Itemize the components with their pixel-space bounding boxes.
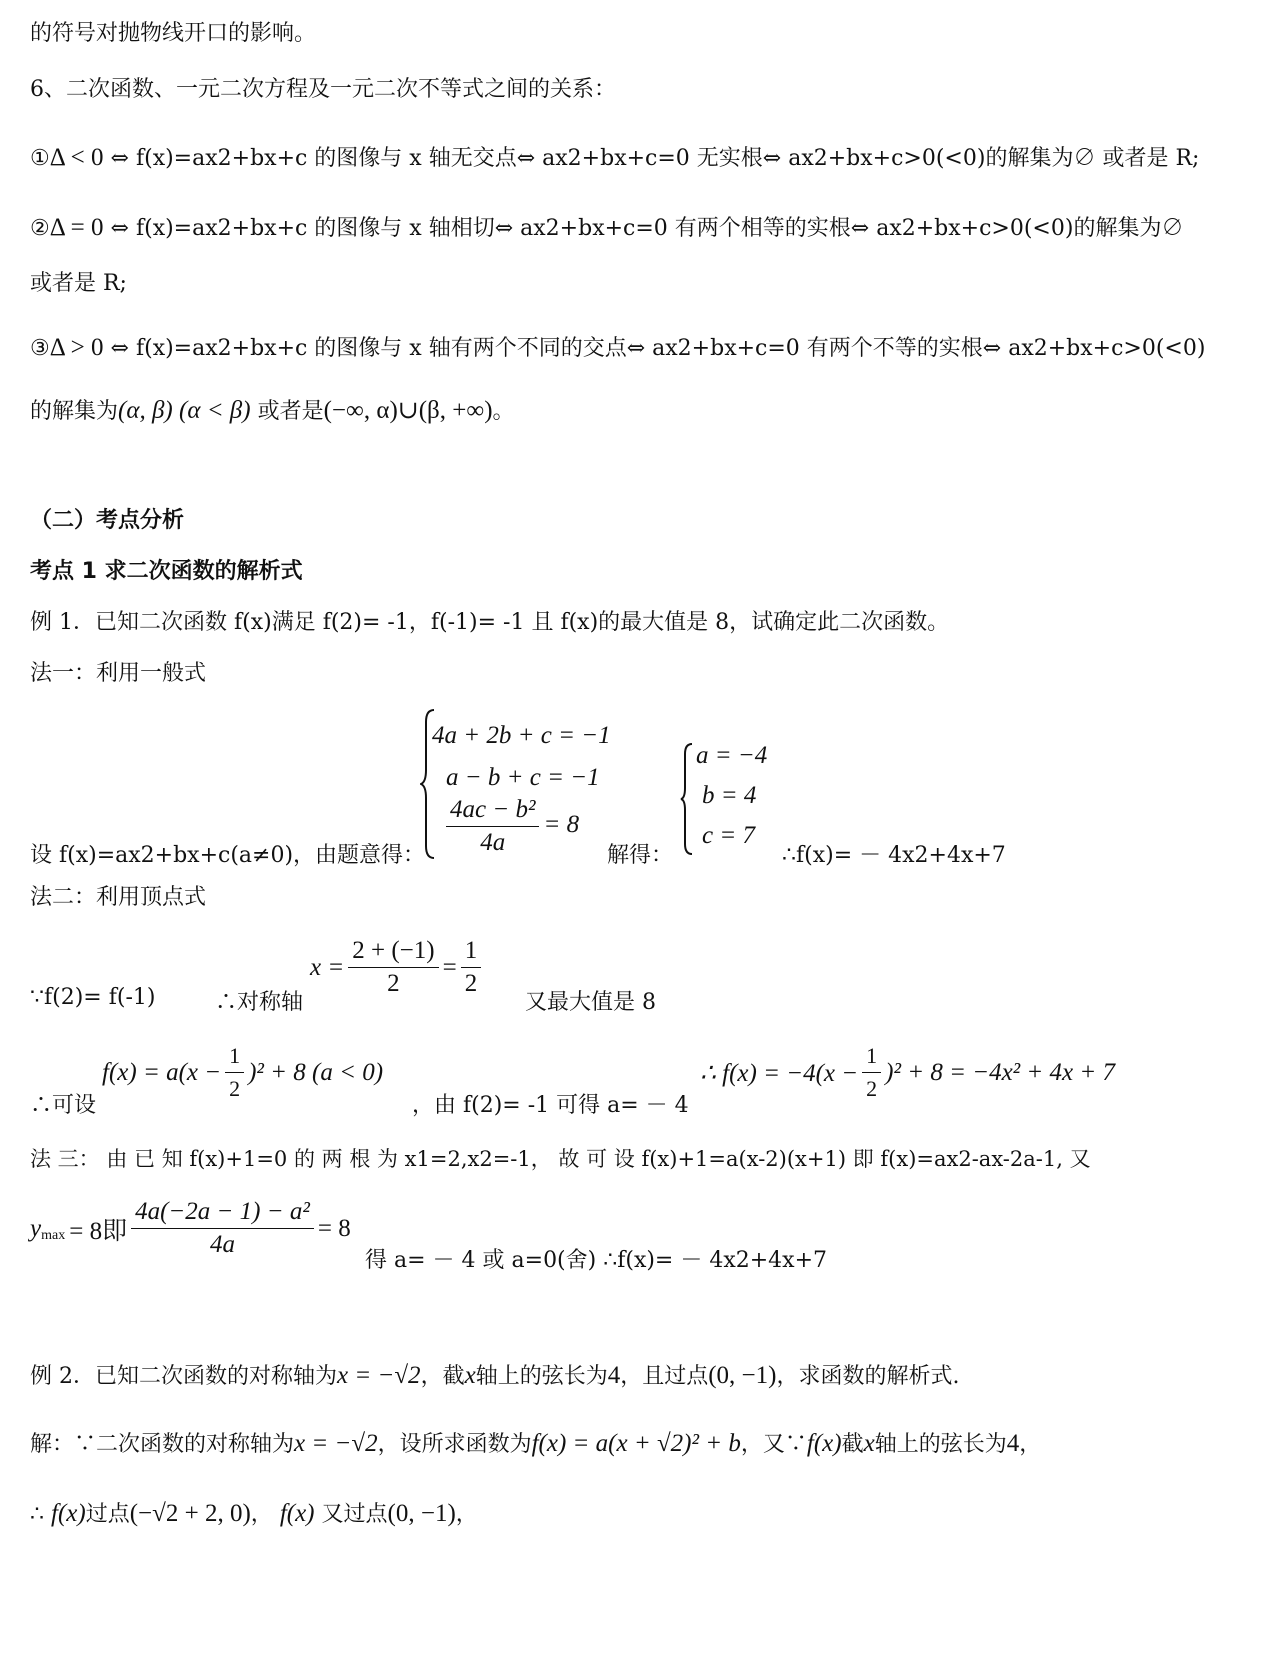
vertex-form-left: f(x) = a(x − [102, 1058, 222, 1086]
solution-function: f(x) = a(x + √2)² + b [531, 1430, 741, 1457]
comma: ， [250, 1502, 273, 1527]
empty-set-symbol: ∅ [1073, 146, 1096, 171]
solution-text-5: 轴上的弦长为 [874, 1432, 1007, 1457]
empty-set-symbol: ∅ [1161, 216, 1184, 241]
method-2-given: ∵f(2)= f(-1) [30, 985, 156, 1010]
solution-fx: f(x) [806, 1430, 842, 1457]
case-3-delta: Δ > 0 [49, 334, 104, 361]
also-passes-through-label: 又过点 [321, 1502, 388, 1527]
case-1-delta: Δ < 0 [49, 144, 104, 171]
solution-b: b = 4 [702, 782, 757, 809]
method-2-result [700, 1040, 1115, 1105]
method-3-result: 得 a= － 4 或 a=0(舍) ∴f(x)= － 4x2+4x+7 [365, 1248, 828, 1273]
solution-text-2: ，设所求函数为 [377, 1432, 532, 1457]
solution-text-1: 解：∵二次函数的对称轴为 [30, 1432, 295, 1457]
equation-3 [442, 794, 579, 859]
equiv-symbol: ⇔ [516, 146, 536, 171]
axis-equals: = [442, 953, 457, 981]
topic-heading: 考点 1 求二次函数的解析式 [30, 559, 303, 584]
equiv-symbol: ⇔ [110, 336, 129, 361]
axis-half-numerator: 1 [461, 935, 482, 968]
example-2-axis: x = −√2 [337, 1362, 421, 1389]
text-line-1: 的符号对抛物线开口的影响。 [30, 21, 317, 46]
comma: ， [455, 1502, 478, 1527]
case-2-text-2: ax2+bx+c=0 有两个相等的实根 [520, 216, 851, 241]
example-2-text-5: ，求函数的解析式. [776, 1364, 960, 1389]
ymax-equals: = 8即 [69, 1217, 128, 1245]
example-2-x: x [464, 1362, 476, 1389]
result-right: )² + 8 = −4x² + 4x + 7 [885, 1058, 1115, 1086]
case-3-union: (−∞, α)∪(β, +∞) [323, 397, 493, 424]
example-2-text-4: ，且过点 [620, 1364, 709, 1389]
vertex-form-assumption [102, 1040, 383, 1105]
case-2-text-1: f(x)=ax2+bx+c 的图像与 x 轴相切 [135, 216, 495, 241]
therefore-symbol: ∴ [30, 1502, 44, 1527]
case-2-delta: Δ = 0 [49, 214, 104, 241]
example-2-text-1: 例 2．已知二次函数的对称轴为 [30, 1364, 337, 1389]
case-3-number: ③ [30, 336, 50, 361]
solution-axis: x = −√2 [294, 1430, 378, 1457]
solution-line-2 [30, 1498, 478, 1531]
case-2-continuation: 或者是 R; [30, 271, 127, 296]
case-2-text-3: ax2+bx+c>0(<0)的解集为 [876, 216, 1162, 241]
method-3-line: 法 三： 由 已 知 f(x)+1=0 的 两 根 为 x1=2,x2=-1， 故 可 设 f(x)+1=a(x-2)(x+1) 即 f(x)=ax2-ax-2a-1, 又 [30, 1147, 1091, 1171]
method-1-lead: 设 f(x)=ax2+bx+c(a≠0)，由题意得： [30, 843, 426, 868]
example-2-text-3: 轴上的弦长为 [475, 1364, 608, 1389]
axis-equation [310, 935, 485, 1000]
equiv-symbol: ⇔ [850, 216, 870, 241]
case-1-text-1: f(x)=ax2+bx+c 的图像与 x 轴无交点 [135, 146, 517, 171]
section-heading: （二）考点分析 [30, 508, 185, 533]
vertex-form-right: )² + 8 (a < 0) [248, 1058, 384, 1086]
left-brace-icon [680, 742, 694, 856]
solution-fx: f(x) [279, 1500, 315, 1527]
case-3-solution-label: 的解集为 [30, 399, 119, 424]
solution-text-3: ，又∵ [740, 1432, 807, 1457]
equation-1: 4a + 2b + c = −1 [432, 722, 611, 749]
method-3-numerator: 4a(−2a − 1) − a² [131, 1196, 314, 1229]
method-2-max: 又最大值是 8 [525, 990, 656, 1015]
method-2-axis-label: ∴对称轴 [215, 990, 304, 1015]
example-2-point: (0, −1) [708, 1362, 777, 1389]
solution-chord: 4 [1006, 1430, 1020, 1457]
example-2-statement [30, 1360, 959, 1393]
case-3-or: 或者是 [257, 399, 324, 424]
axis-half-denominator: 2 [464, 970, 478, 997]
result-half-denominator: 2 [866, 1076, 878, 1101]
solution-x: x [863, 1430, 875, 1457]
equiv-symbol: ⇔ [762, 146, 782, 171]
ymax-subscript: max [41, 1227, 66, 1243]
method-3-denominator: 4a [209, 1231, 235, 1258]
solution-c: c = 7 [702, 822, 755, 849]
method-3-equals: = 8 [317, 1214, 351, 1242]
case-2-number: ② [30, 216, 50, 241]
example-2-chord: 4 [607, 1362, 621, 1389]
case-2 [30, 212, 1183, 245]
equiv-symbol: ⇔ [110, 216, 129, 241]
ymax-symbol: y [30, 1214, 42, 1242]
method-2-by-condition: ，由 f(2)= -1 可得 a= － 4 [412, 1093, 689, 1118]
axis-denominator: 2 [387, 970, 400, 997]
solution-text-6: ， [1019, 1432, 1042, 1457]
equation-3-rhs: = 8 [543, 811, 580, 839]
equiv-symbol: ⇔ [494, 216, 514, 241]
axis-x: x = [310, 953, 345, 981]
method-3-equation [30, 1196, 351, 1261]
vertex-half-denominator: 2 [229, 1076, 241, 1101]
text-line-2: 6、二次函数、一元二次方程及一元二次不等式之间的关系： [30, 77, 616, 102]
case-1-text-4: 或者是 R; [1102, 146, 1200, 171]
solution-line-1 [30, 1428, 1041, 1461]
method-2-title: 法二：利用顶点式 [30, 885, 207, 910]
passes-through-label: 过点 [85, 1502, 130, 1527]
vertex-half-numerator: 1 [225, 1040, 244, 1073]
case-1-number: ① [30, 146, 50, 171]
case-1 [30, 142, 1199, 175]
equiv-symbol: ⇔ [626, 336, 646, 361]
equation-3-numerator: 4ac − b² [446, 794, 539, 827]
case-3-end: 。 [492, 399, 515, 424]
equiv-symbol: ⇔ [110, 146, 129, 171]
solution-a: a = −4 [696, 742, 768, 769]
result-half-numerator: 1 [862, 1040, 881, 1073]
method-1-result: ∴f(x)= － 4x2+4x+7 [782, 843, 1006, 868]
case-3-text-1: f(x)=ax2+bx+c 的图像与 x 轴有两个不同的交点 [135, 336, 627, 361]
method-2-let: ∴可设 [30, 1093, 97, 1118]
axis-numerator: 2 + (−1) [348, 935, 438, 968]
case-1-text-3: ax2+bx+c>0(<0)的解集为 [788, 146, 1074, 171]
solution-text-4: 截 [841, 1432, 864, 1457]
case-3 [30, 332, 1205, 365]
method-1-title: 法一：利用一般式 [30, 661, 207, 686]
equation-2: a − b + c = −1 [446, 764, 600, 791]
case-1-text-2: ax2+bx+c=0 无实根 [542, 146, 763, 171]
method-1-solve-label: 解得： [607, 843, 674, 868]
example-1-statement: 例 1．已知二次函数 f(x)满足 f(2)= -1，f(-1)= -1 且 f(x)的最大值是 8，试确定此二次函数。 [30, 610, 950, 635]
case-3-text-2: ax2+bx+c=0 有两个不等的实根 [652, 336, 983, 361]
result-left: ∴ f(x) = −4(x − [700, 1059, 859, 1087]
case-3-text-3: ax2+bx+c>0(<0) [1008, 336, 1206, 361]
equation-3-denominator: 4a [480, 829, 506, 856]
point-1: (−√2 + 2, 0) [129, 1500, 251, 1527]
example-2-text-2: ，截 [420, 1364, 465, 1389]
case-3-continuation [30, 395, 515, 428]
case-3-interval: (α, β) (α < β) [118, 397, 251, 424]
point-2: (0, −1) [387, 1500, 456, 1527]
solution-fx: f(x) [51, 1500, 86, 1527]
equiv-symbol: ⇔ [982, 336, 1002, 361]
